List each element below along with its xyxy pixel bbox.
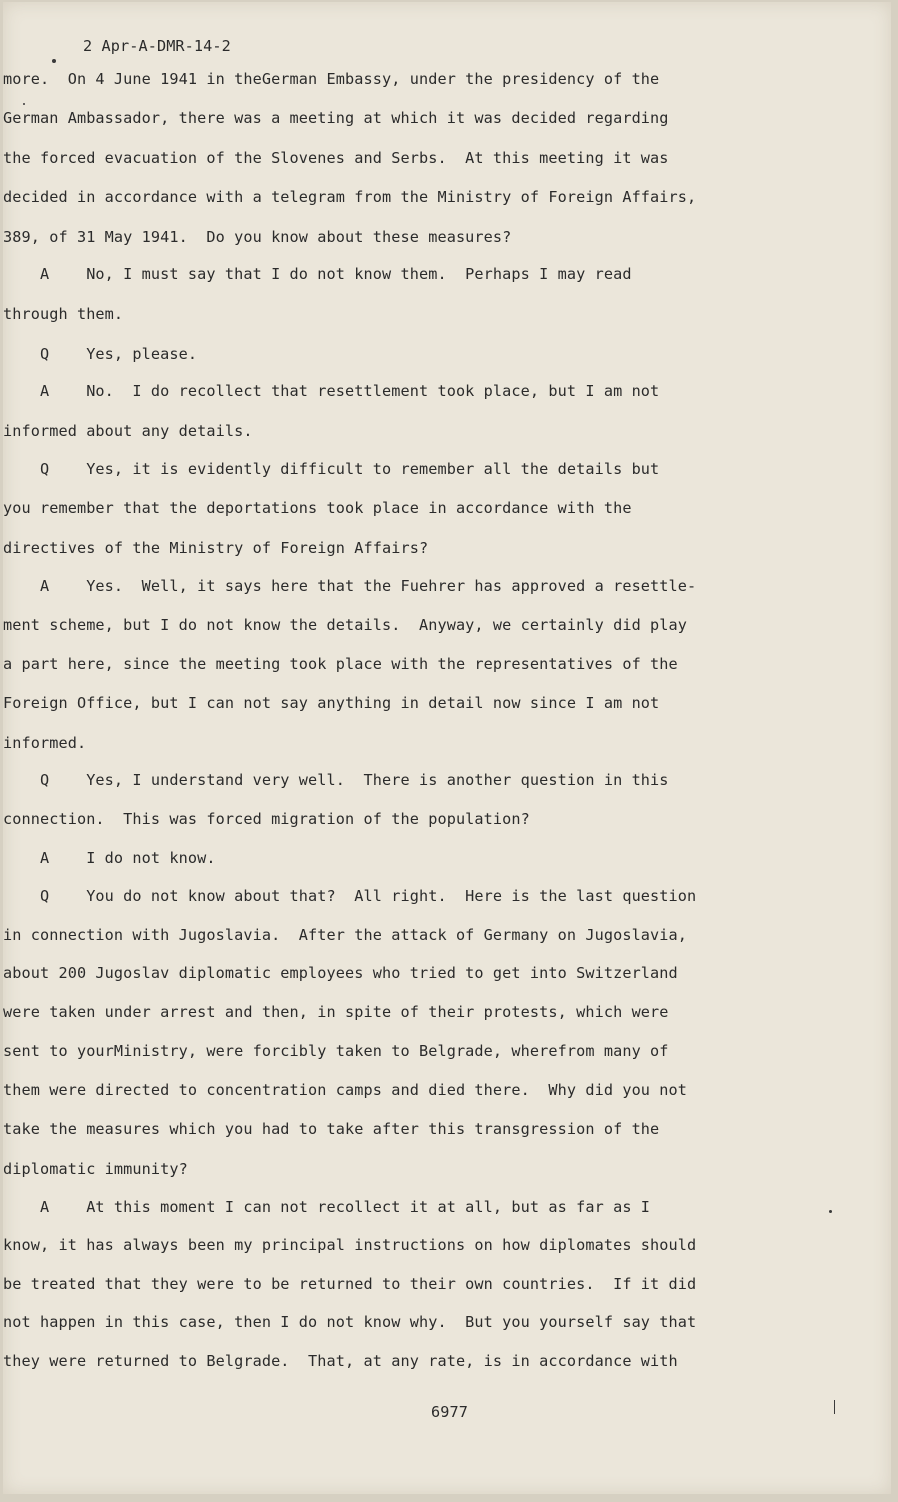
text-line: Q Yes, I understand very well. There is another question in this (3, 771, 669, 789)
ink-speck (829, 1210, 832, 1213)
text-line: informed about any details. (3, 422, 253, 440)
text-line: they were returned to Belgrade. That, at any rate, is in accordance with (3, 1352, 678, 1370)
text-line: A At this moment I can not recollect it at all, but as far as I (3, 1198, 651, 1216)
text-line: 389, of 31 May 1941. Do you know about these measures? (3, 228, 512, 246)
text-line: in connection with Jugoslavia. After the attack of Germany on Jugoslavia, (3, 926, 688, 944)
page-number: 6977 (431, 1403, 468, 1421)
text-line: about 200 Jugoslav diplomatic employees who tried to get into Switzerland (3, 964, 678, 982)
text-line: through them. (3, 305, 124, 323)
text-line: Foreign Office, but I can not say anything in detail now since I am not (3, 694, 660, 712)
text-line: them were directed to concentration camps and died there. Why did you not (3, 1081, 688, 1099)
ink-speck (834, 1400, 835, 1414)
text-line: ment scheme, but I do not know the details. Anyway, we certainly did play (3, 616, 688, 634)
text-line: were taken under arrest and then, in spite of their protests, which were (3, 1003, 669, 1021)
document-page (3, 2, 891, 1494)
text-line: know, it has always been my principal instructions on how diplomates should (3, 1236, 697, 1254)
text-line: connection. This was forced migration of the population? (3, 810, 530, 828)
text-line: sent to yourMinistry, were forcibly taken to Belgrade, wherefrom many of (3, 1042, 669, 1060)
text-line: not happen in this case, then I do not know why. But you yourself say that (3, 1313, 697, 1331)
text-line: Q You do not know about that? All right. Here is the last question (3, 887, 697, 905)
text-line: informed. (3, 734, 87, 752)
text-line: be treated that they were to be returned to their own countries. If it did (3, 1275, 697, 1293)
text-line: A Yes. Well, it says here that the Fuehrer has approved a resettle- (3, 577, 697, 595)
page-header: 2 Apr-A-DMR-14-2 (83, 37, 231, 55)
text-line: decided in accordance with a telegram from the Ministry of Foreign Affairs, (3, 188, 697, 206)
text-line: directives of the Ministry of Foreign Affairs? (3, 539, 429, 557)
text-line: you remember that the deportations took place in accordance with the (3, 499, 632, 517)
text-line: A I do not know. (3, 849, 216, 867)
ink-speck (23, 103, 25, 105)
text-line: A No. I do recollect that resettlement took place, but I am not (3, 382, 660, 400)
text-line: diplomatic immunity? (3, 1160, 188, 1178)
text-line: the forced evacuation of the Slovenes and Serbs. At this meeting it was (3, 149, 669, 167)
ink-speck (52, 59, 56, 63)
text-line: Q Yes, it is evidently difficult to remember all the details but (3, 460, 660, 478)
text-line: German Ambassador, there was a meeting at which it was decided regarding (3, 109, 669, 127)
text-line: more. On 4 June 1941 in theGerman Embassy, under the presidency of the (3, 70, 660, 88)
text-line: a part here, since the meeting took place with the representatives of the (3, 655, 678, 673)
text-line: Q Yes, please. (3, 345, 198, 363)
text-line: take the measures which you had to take after this transgression of the (3, 1120, 660, 1138)
text-line: A No, I must say that I do not know them. Perhaps I may read (3, 265, 632, 283)
